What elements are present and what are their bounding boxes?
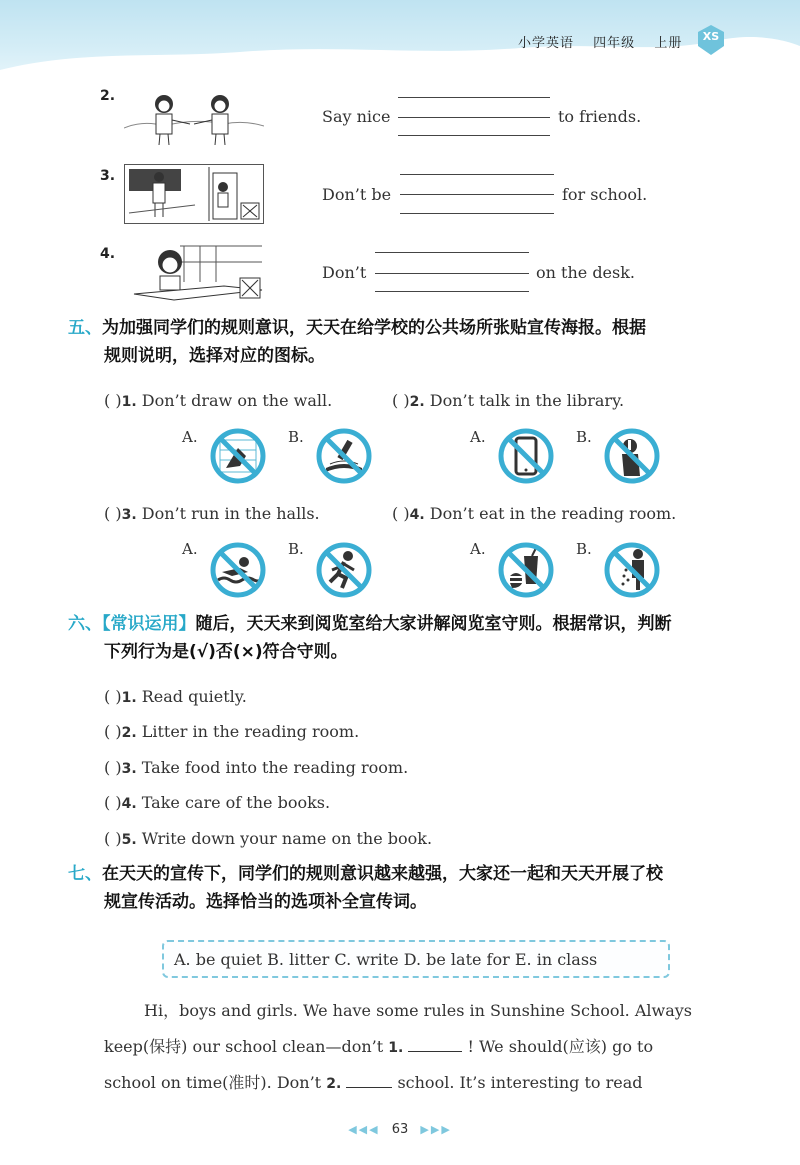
- writing-on-desk-picture: [124, 242, 264, 302]
- answer-line: [375, 291, 529, 292]
- s5-question-4: [392, 504, 676, 523]
- item-number: 4.: [121, 796, 137, 812]
- question-number: 3.: [121, 507, 137, 523]
- option-a-label: A.: [182, 540, 198, 558]
- s6-item-2: [104, 722, 359, 741]
- answer-paren[interactable]: ( ): [104, 687, 122, 706]
- answer-line: [398, 135, 550, 136]
- section-6-number: 六、: [68, 614, 102, 634]
- item-2-number: 2.: [100, 88, 116, 104]
- option-a-label: A.: [470, 428, 486, 446]
- header-text: [518, 32, 696, 51]
- answer-line: [398, 97, 550, 98]
- item-text: Litter in the reading room.: [141, 722, 360, 741]
- s5-question-3: [104, 504, 320, 523]
- passage-line-3: [104, 1065, 730, 1102]
- answer-paren[interactable]: ( ): [104, 758, 122, 777]
- options-box: [162, 940, 670, 978]
- answer-line: [400, 213, 554, 214]
- question-text: Don’t draw on the wall.: [141, 391, 333, 410]
- no-swimming-icon[interactable]: [210, 542, 266, 598]
- answer-paren[interactable]: ( ): [104, 391, 122, 410]
- no-running-icon[interactable]: [316, 542, 372, 598]
- item-text: Write down your name on the book.: [141, 829, 433, 848]
- left-arrows-icon: ◀◀◀: [348, 1123, 380, 1136]
- option-a-label: A.: [470, 540, 486, 558]
- item-4-number: 4.: [100, 246, 116, 262]
- section-5-title-line1: 为加强同学们的规则意识，天天在给学校的公共场所张贴宣传海报。根据: [102, 318, 646, 338]
- grade-label: 四年级: [593, 36, 636, 51]
- blank-2[interactable]: [346, 1073, 392, 1088]
- item-number: 2.: [121, 725, 137, 741]
- badge-label: XS: [702, 30, 720, 43]
- late-for-school-picture: [124, 164, 264, 224]
- item-number: 1.: [121, 690, 137, 706]
- option-b-label: B.: [288, 540, 304, 558]
- answer-paren[interactable]: ( ): [392, 391, 410, 410]
- s6-item-4: [104, 793, 330, 812]
- section-7-number: 七、: [68, 864, 102, 884]
- item-3-number: 3.: [100, 168, 116, 184]
- no-drawing-on-wall-icon[interactable]: [210, 428, 266, 484]
- item-2-before: Say nice: [322, 107, 391, 126]
- section-7-title: [68, 860, 738, 916]
- passage-text: school on time(准时). Don’t: [104, 1073, 322, 1092]
- option-b-label: B.: [576, 428, 592, 446]
- section-7-title-line2: 规宣传活动。选择恰当的选项补全宣传词。: [104, 892, 427, 912]
- answer-paren[interactable]: ( ): [392, 504, 410, 523]
- answer-line: [375, 252, 529, 253]
- s6-item-3: [104, 758, 408, 777]
- answer-line: [400, 194, 554, 195]
- section-7-title-line1: 在天天的宣传下，同学们的规则意识越来越强，大家还一起和天天开展了校: [102, 864, 663, 884]
- question-number: 1.: [121, 394, 137, 410]
- question-number: 2.: [409, 394, 425, 410]
- passage-text: school. It’s interesting to read: [397, 1073, 643, 1092]
- options-text: A. be quiet B. litter C. write D. be late for E. in class: [174, 950, 598, 969]
- answer-paren[interactable]: ( ): [104, 722, 122, 741]
- s6-item-1: [104, 687, 247, 706]
- question-number: 4.: [409, 507, 425, 523]
- page-footer: [0, 1122, 800, 1137]
- item-4-after: on the desk.: [536, 263, 636, 282]
- right-arrows-icon: ▶▶▶: [420, 1123, 452, 1136]
- item-number: 5.: [121, 832, 137, 848]
- s6-item-5: [104, 829, 432, 848]
- xs-badge: [696, 24, 726, 54]
- section-6-title-line2: 下列行为是(√)否(×)符合守则。: [104, 642, 348, 662]
- section-6-title-line1: 随后，天天来到阅览室给大家讲解阅览室守则。根据常识，判断: [195, 614, 672, 634]
- volume-label: 上册: [654, 36, 683, 51]
- section-5-title: [68, 314, 738, 370]
- no-food-icon[interactable]: [498, 542, 554, 598]
- girls-greeting-picture: [124, 90, 264, 146]
- item-text: Read quietly.: [141, 687, 247, 706]
- passage-text: ! We should(应该) go to: [467, 1037, 654, 1056]
- question-text: Don’t run in the halls.: [141, 504, 320, 523]
- answer-line: [398, 117, 550, 118]
- passage-text: keep(保持) our school clean—don’t: [104, 1037, 384, 1056]
- option-b-label: B.: [288, 428, 304, 446]
- item-text: Take food into the reading room.: [141, 758, 409, 777]
- s5-question-1: [104, 391, 332, 410]
- no-littering-icon[interactable]: [604, 542, 660, 598]
- section-6-tag: 【常识运用】: [102, 614, 196, 634]
- section-6-title: [68, 610, 738, 666]
- question-text: Don’t eat in the reading room.: [429, 504, 677, 523]
- passage-line-2: [104, 1029, 730, 1066]
- answer-line: [400, 174, 554, 175]
- question-text: Don’t talk in the library.: [429, 391, 625, 410]
- answer-line: [375, 273, 529, 274]
- page-number: 63: [391, 1122, 409, 1137]
- passage-text: Hi，boys and girls. We have some rules in Sunshine School. Always: [144, 1001, 693, 1020]
- item-2-after: to friends.: [558, 107, 642, 126]
- item-3-before: Don’t be: [322, 185, 392, 204]
- option-b-label: B.: [576, 540, 592, 558]
- blank-2-number: 2.: [326, 1076, 342, 1092]
- answer-paren[interactable]: ( ): [104, 829, 122, 848]
- blank-1[interactable]: [408, 1037, 462, 1052]
- item-number: 3.: [121, 761, 137, 777]
- no-writing-on-book-icon[interactable]: [316, 428, 372, 484]
- s5-question-2: [392, 391, 624, 410]
- no-talking-icon[interactable]: [604, 428, 660, 484]
- section-5-title-line2: 规则说明，选择对应的图标。: [104, 346, 325, 366]
- item-4-before: Don’t: [322, 263, 367, 282]
- item-3-after: for school.: [562, 185, 648, 204]
- blank-1-number: 1.: [388, 1040, 404, 1056]
- option-a-label: A.: [182, 428, 198, 446]
- no-phone-icon[interactable]: [498, 428, 554, 484]
- answer-paren[interactable]: ( ): [104, 793, 122, 812]
- item-text: Take care of the books.: [141, 793, 331, 812]
- book-name: 小学英语: [518, 36, 575, 51]
- passage-line-1: [104, 993, 730, 1029]
- answer-paren[interactable]: ( ): [104, 504, 122, 523]
- section-5-number: 五、: [68, 318, 102, 338]
